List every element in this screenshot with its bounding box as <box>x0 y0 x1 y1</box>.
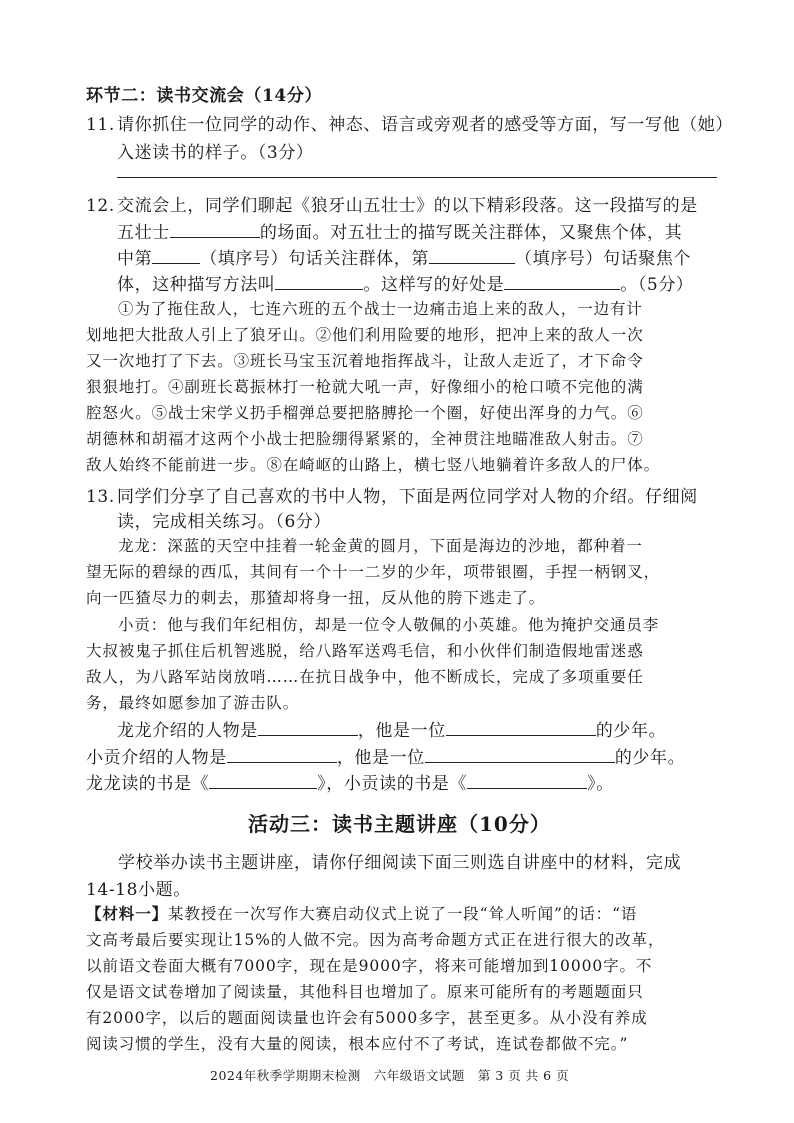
question-text: 的少年。 <box>595 721 667 741</box>
question-text: ，他是一位 <box>357 721 446 741</box>
character-intro-xiaogong: 小贡：他与我们年纪相仿，却是一位令人敬佩的小英雄。他为掩护交通员李 <box>118 616 660 634</box>
question-text: 小贡介绍的人物是 <box>86 748 227 768</box>
question-text: （填序号）句话聚焦个 <box>515 249 692 269</box>
fill-blank-4[interactable] <box>275 274 363 290</box>
passage-line: 又一次地打了下去。③班长马宝玉沉着地指挥战斗，让敌人走近了，才下命令 <box>86 352 644 370</box>
fill-blank-2[interactable] <box>152 248 200 264</box>
question-text: 的少年。 <box>614 748 686 768</box>
passage-line: ①为了拖住敌人，七连六班的五个战士一边痛击追上来的敌人，一边有计 <box>118 300 643 318</box>
character-intro-longlong: 龙龙：深蓝的天空中挂着一轮金黄的圆月，下面是海边的沙地，都种着一 <box>118 537 643 555</box>
fill-blank-11[interactable] <box>467 773 587 789</box>
passage-line: 敌人始终不能前进一步。⑧在崎岖的山路上，横七竖八地躺着许多敌人的尸体。 <box>86 456 661 474</box>
question-text: 龙龙读的书是《 <box>86 774 210 794</box>
question-12-line-4 <box>117 270 694 295</box>
page-footer: 2024年秋季学期期末检测 六年级语文试题 第 3 页 共 6 页 <box>210 1068 570 1083</box>
question-12-line-1 <box>86 191 698 216</box>
fill-blank-1[interactable] <box>170 222 260 238</box>
character-intro-xiaogong: 敌人，为八路军站岗放哨……在抗日战争中，他不断成长，完成了多项重要任 <box>86 668 644 686</box>
character-intro-xiaogong: 务，最终如愿参加了游击队。 <box>86 694 300 712</box>
question-text: 中第 <box>117 249 153 269</box>
question-13-line-1 <box>86 482 698 507</box>
question-text: ，他是一位 <box>336 748 425 768</box>
question-number: 11. <box>86 115 115 135</box>
section-title: 环节二：读书交流会（14分） <box>86 86 323 106</box>
passage-line: 狠狠地打。④副班长葛振林打一枪就大吼一声，好像细小的枪口喷不完他的满 <box>86 378 644 396</box>
question-text: 》，小贡读的书是《 <box>317 774 468 794</box>
question-11-line-1 <box>86 110 733 135</box>
material-1-line: 以前语文卷面大概有7000字，现在是9000字，将来可能增加到10000字。不 <box>86 957 653 975</box>
activity-intro: 14-18小题。 <box>86 880 191 900</box>
passage-line: 腔怒火。⑤战士宋学义扔手榴弹总要把胳膊抡一个圈，好使出浑身的力气。⑥ <box>86 404 644 422</box>
material-1-line: 阅读习惯的学生，没有大量的阅读，根本应付不了考试，连试卷都做不完。” <box>86 1035 629 1053</box>
question-text: 五壮士 <box>117 223 170 243</box>
material-label: 【材料一】 <box>86 904 169 923</box>
fill-blank-7[interactable] <box>446 720 596 736</box>
question-text: 。这样写的好处是 <box>363 275 505 295</box>
question-text: 的场面。对五壮士的描写既关注群体，又聚焦个体，其 <box>259 223 683 243</box>
question-12-line-3 <box>117 244 691 269</box>
fill-blank-5[interactable] <box>504 274 620 290</box>
character-intro-longlong: 望无际的碧绿的西瓜，其间有一个十一二岁的少年，项带银圈，手捏一柄钢叉， <box>86 563 661 581</box>
question-text: （填序号）句话关注群体，第 <box>200 249 430 269</box>
material-1-line: 有2000字，以后的题面阅读量也许会有5000多字，甚至更多。从小没有养成 <box>86 1009 648 1027</box>
question-12-line-2 <box>117 218 682 243</box>
material-1-line <box>86 902 637 924</box>
fill-line-1 <box>117 716 666 741</box>
question-text: 龙龙介绍的人物是 <box>117 721 258 741</box>
passage-line: 划地把大批敌人引上了狼牙山。②他们利用险要的地形，把冲上来的敌人一次 <box>86 326 644 344</box>
fill-blank-8[interactable] <box>227 747 337 763</box>
question-text: 交流会上，同学们聊起《狼牙山五壮士》的以下精彩段落。这一段描写的是 <box>117 196 698 216</box>
fill-blank-6[interactable] <box>258 720 358 736</box>
question-13-line-2: 读，完成相关练习。（6分） <box>117 512 332 532</box>
material-text: 某教授在一次写作大赛启动仪式上说了一段“耸人听闻”的话：“语 <box>168 905 638 923</box>
fill-line-2 <box>86 743 685 768</box>
question-text: 体，这种描写方法叫 <box>117 275 276 295</box>
material-1-line: 仅是语文试卷增加了阅读量，其他科目也增加了。原来可能所有的考题题面只 <box>86 983 644 1001</box>
activity-title: 活动三：读书主题讲座（10分） <box>248 812 551 836</box>
fill-line-3 <box>86 769 614 794</box>
question-text: 》。 <box>587 774 614 794</box>
fill-blank-10[interactable] <box>209 773 317 789</box>
question-number: 13. <box>86 487 115 507</box>
answer-line[interactable] <box>117 177 717 178</box>
question-11-line-2: 入迷读书的样子。（3分） <box>117 143 314 163</box>
activity-intro: 学校举办读书主题讲座，请你仔细阅读下面三则选自讲座中的材料，完成 <box>118 853 682 873</box>
fill-blank-9[interactable] <box>425 747 615 763</box>
question-text: 同学们分享了自己喜欢的书中人物，下面是两位同学对人物的介绍。仔细阅 <box>117 487 698 507</box>
fill-blank-3[interactable] <box>429 248 515 264</box>
question-number: 12. <box>86 196 115 216</box>
character-intro-xiaogong: 大叔被鬼子抓住后机智逃脱，给八路军送鸡毛信，和小伙伴们制造假地雷迷惑 <box>86 642 644 660</box>
passage-line: 胡德林和胡福才这两个小战士把脸绷得紧紧的，全神贯注地瞄准敌人射击。⑦ <box>86 430 644 448</box>
question-text: 请你抓住一位同学的动作、神态、语言或旁观者的感受等方面，写一写他（她） <box>117 115 733 135</box>
question-text: 。（5分） <box>620 275 694 295</box>
material-1-line: 文高考最后要实现让15%的人做不完。因为高考命题方式正在进行很大的改革， <box>86 931 665 949</box>
character-intro-longlong: 向一匹猹尽力的刺去，那猹却将身一扭，反从他的胯下逃走了。 <box>86 589 546 607</box>
